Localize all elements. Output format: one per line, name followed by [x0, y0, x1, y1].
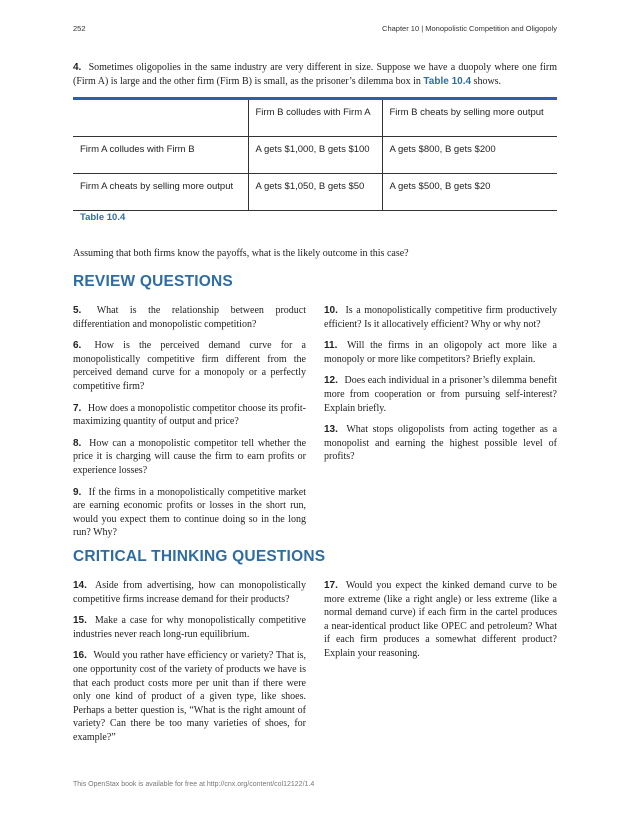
question-text: If the firms in a monopolistically competitive market are earning economic profits or losses in the short run, would you expect them to continue doing so in the long run? Why? — [73, 486, 307, 539]
question-text: What stops oligopolists from acting together as a monopolist and earning the highest possible level of profits? — [324, 424, 558, 463]
question-number: 12. — [324, 375, 338, 387]
question-9 — [73, 486, 306, 540]
question-12 — [324, 374, 557, 415]
chapter-title: Chapter 10 | Monopolistic Competition and Oligopoly — [382, 24, 557, 33]
question-number: 15. — [73, 615, 87, 627]
critical-thinking-heading: CRITICAL THINKING QUESTIONS — [73, 548, 326, 565]
review-questions-heading: REVIEW QUESTIONS — [73, 273, 233, 290]
question-number: 9. — [73, 486, 82, 498]
question-text: Does each individual in a prisoner’s dilemma benefit more from cooperation or from pursuing self-interest? Explain briefly. — [324, 375, 558, 414]
critical-thinking-right-column — [324, 579, 557, 669]
question-number: 4. — [73, 62, 82, 73]
question-text: How does a monopolistic competitor choose its profit-maximizing quantity of output and price? — [73, 402, 306, 428]
payoff-table — [73, 97, 557, 211]
page-number: 252 — [73, 24, 86, 33]
question-6 — [73, 339, 306, 393]
question-number: 7. — [73, 402, 82, 414]
question-number: 17. — [324, 580, 338, 591]
question-17 — [324, 579, 557, 661]
question-text-end: shows. — [473, 76, 502, 87]
question-number: 10. — [324, 305, 338, 316]
running-head — [73, 24, 557, 38]
table-cell: A gets $800, B gets $200 — [382, 137, 557, 174]
question-number: 14. — [73, 580, 87, 591]
question-13 — [324, 423, 557, 464]
question-7 — [73, 402, 306, 429]
table-link[interactable]: Table 10.4 — [423, 76, 472, 87]
question-10 — [324, 304, 557, 331]
question-number: 11. — [324, 340, 338, 352]
question-text: Aside from advertising, how can monopolistically competitive firms increase demand for their products? — [73, 580, 306, 605]
question-number: 5. — [73, 305, 82, 316]
question-text: Is a monopolistically competitive firm productively efficient? Is it allocatively efficient? Why or why not? — [324, 305, 558, 330]
table-cell: A gets $1,000, B gets $100 — [248, 137, 382, 174]
follow-up-question: Assuming that both firms know the payoffs, what is the likely outcome in this case? — [73, 248, 409, 259]
table-cell: Firm A cheats by selling more output — [73, 174, 248, 211]
question-number: 6. — [73, 340, 82, 352]
question-5 — [73, 304, 306, 331]
question-number: 13. — [324, 424, 338, 436]
question-text: Make a case for why monopolistically competitive industries never reach long-run equilibrium. — [73, 615, 306, 640]
question-15 — [73, 614, 306, 641]
critical-thinking-left-column — [73, 579, 306, 753]
table-cell: A gets $500, B gets $20 — [382, 174, 557, 211]
question-text: Would you expect the kinked demand curve to be more extreme (like a right angle) or less extreme (like a normal demand curve) if each firm in the cartel produces a near-identical product like OPEC and petroleum? What if each firm produces a somewhat different product? Explain your reasoning. — [324, 580, 557, 659]
table-header-cell: Firm B cheats by selling more output — [382, 99, 557, 137]
table-header-cell — [73, 99, 248, 137]
table-cell: A gets $1,050, B gets $50 — [248, 174, 382, 211]
table-caption: Table 10.4 — [80, 212, 126, 223]
review-questions-right-column — [324, 304, 557, 472]
question-number: 8. — [73, 437, 82, 449]
review-questions-left-column — [73, 304, 306, 548]
table-header-row — [73, 99, 557, 137]
table-row — [73, 137, 557, 174]
table-row — [73, 174, 557, 211]
question-text: Sometimes oligopolies in the same industry are very different in size. Suppose we have a duopoly where one firm (Firm A) is large and the other firm (Firm B) is small, as the prisoner’s dilemma box in — [73, 62, 558, 87]
question-text: What is the relationship between product differentiation and monopolistic competition? — [73, 305, 306, 330]
question-16 — [73, 649, 306, 744]
question-11 — [324, 339, 557, 366]
question-14 — [73, 579, 306, 606]
question-text: How can a monopolistic competitor tell whether the price it is charging will cause the firm to earn profits or experience losses? — [73, 437, 307, 476]
table-cell: Firm A colludes with Firm B — [73, 137, 248, 174]
page-footer: This OpenStax book is available for free at http://cnx.org/content/col12122/1.4 — [73, 781, 315, 788]
question-4 — [73, 61, 557, 89]
question-text: Would you rather have efficiency or variety? That is, one opportunity cost of the variety of products we have is that each product costs more per unit than if there were only one kind of product of a given type, like shoes. Perhaps a better question is, “What is the right amount of variety? Can there be too many varieties of shoes, for example?” — [73, 650, 306, 743]
question-text: How is the perceived demand curve for a monopolistically competitive firm different from the perceived demand curve for a monopoly or a perfectly competitive firm? — [73, 340, 306, 392]
table-header-cell: Firm B colludes with Firm A — [248, 99, 382, 137]
question-8 — [73, 437, 306, 478]
question-number: 16. — [73, 650, 87, 662]
question-text: Will the firms in an oligopoly act more like a monopoly or more like competitors? Briefly explain. — [324, 340, 557, 365]
